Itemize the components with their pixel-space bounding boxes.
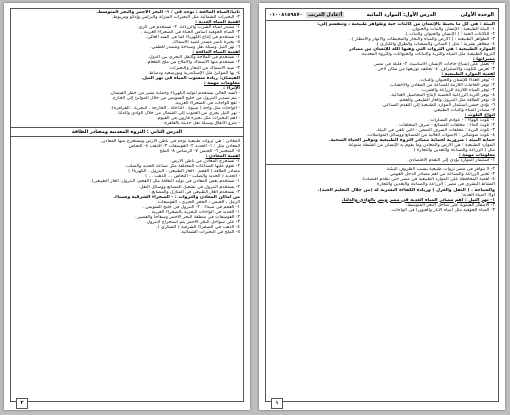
text-line: ١- البيئة الطبيعية : الإنسان والنبات والحيوان. — [410, 27, 495, 33]
page-header — [266, 10, 498, 21]
text-line: ٢- لا يتوافر فى مصر ثروات طبيعية بسبب الظروف البيئية. — [385, 167, 495, 173]
subheading: مميزاتها : — [472, 57, 495, 63]
text-line: المعادن : هي ثروات طبيعية توجد فى باطن الأرض وتستخرج منها المعادن. — [100, 139, 240, 145]
page-number: ٢ — [16, 398, 28, 409]
text-line: ٣- المياه الجوفية أساس الحياة فى الصحراء الغربية . — [141, 30, 240, 36]
text-line: ١- تستخدم فى الملاحة والنقل البحري بين الدول. — [147, 55, 240, 61]
text-line: ثانياً:المياه المالحة : توجد فى / ١- البحر الأحمر والبحر المتوسط. — [96, 10, 240, 15]
subheading: أهمية المياه العذبة : — [195, 20, 240, 26]
text-line: ١- الحديد فى الواحات البحرية بالصحراء الغربية . — [148, 209, 240, 215]
page-number: ١ — [271, 398, 283, 409]
text-line: ١- مصدر لمياه الشرب والزراعة. ٢- تستخدم فى الرى. — [137, 25, 240, 31]
text-line: ٣- يستخدم الغاز الطبيعى فى المنازل والمصانع. — [150, 189, 240, 195]
text-line: ٤- مظاهر بشرية : مثل [ المباني والمنشآت والطرق والكباري ]. — [375, 42, 495, 48]
text-line: ٥- بحيرة ناصر مصدر لصيد الأسماك. — [171, 40, 240, 46]
definition-line: حماية البيئة : ضرورية لحماية مصادر الثروة الطبيعية وتوفير الحياة الصحية. — [329, 138, 495, 144]
section-water-importance — [11, 9, 243, 126]
text-line: ٤- توفر التربة الزراعية الخصبة لإنتاج المحاصيل الغذائية. — [389, 92, 495, 98]
subheading: أنواع التلوث : — [464, 112, 495, 118]
text-line: ٣- الظواهر الطبيعية : [ الأرض والمياه والبحار والمحيطات والأنهار والأمطار ]. — [350, 37, 495, 43]
text-line: ١- الفحم فى سيناء . ٢- البترول فى خليج السويس . — [142, 204, 240, 210]
text-line: ٣- صيد الأسماك من البحار والبحيرات. — [168, 65, 240, 71]
text-line: - أهم البحيرات مثل بحيرة قارون فى الفيوم. — [156, 115, 240, 121]
text-line: ٢- البحيرات الشمالية مثل البحيرات المنزلة والبرلس وإدكو ومريوط. — [111, 15, 240, 21]
text-line: ٣- المياه الجوفية مثل (مياه الآبار والعيون) فى الواحات. — [390, 207, 495, 213]
subheading: أهمية المياه المالحة : — [192, 50, 240, 56]
text-line: ٣- توفر المياه اللازمة للزراعة والشرب. — [420, 87, 495, 93]
unit-title: الوحدة الأولى — [460, 12, 494, 18]
section-fresh-water — [266, 166, 498, 212]
text-line: النشاط البشري فى مصر : الزراعة والصناعة والتعدين والتجارة — [376, 182, 495, 188]
text-line: ٤- أهمية المحافظة على الموارد الطبيعية في مصر حتى نتقدم اقتصادياً. — [361, 177, 495, 183]
phone-number: ٠١٠٠٨١٥٩٨٧٠ — [269, 12, 303, 18]
subheading: الإثراء : — [223, 85, 240, 91]
text-line: ١- تعمل على إشباع حاجات الإنسان الأساسية. ٢- قليلة فى مصر. — [373, 62, 495, 68]
text-line: ٦- يؤدى حسن استثمار الموارد الطبيعية إلى التقدم الصناعي. — [381, 102, 495, 108]
text-line: ١- تستخدم بعض المعادن فى توليد الطاقة مثل (الفحم، البترول، الغاز الطبيعى). — [90, 179, 240, 185]
document-page-1 — [259, 3, 505, 410]
subheading: أهمية الموارد الطبيعية : — [441, 72, 495, 78]
text-line: الرمل ، الجبس ، الحجر الجيري ، الفوسفات. — [156, 199, 240, 205]
definition-line: البيئة : هي كل ما يحيط بالإنسان من كائنات حية وظواهر طبيعية ، وتنقسم إلى: — [317, 22, 495, 27]
definition-line: الفيضان: زيادة منسوب المياه فى نهر النيل. — [141, 75, 240, 81]
text-line: ٢- الأمطار الشتوية على ساحل البحر المتوسط. — [406, 202, 495, 208]
section-divider — [10, 127, 244, 128]
text-line: ٤- بها الموانئ مثل الإسكندرية وبورسعيد ودمياط. — [147, 70, 240, 76]
text-line: ٣- تعرض للتلوث والاستنزاف. ٤- تختلف توزيعها من مكان لآخر. — [376, 67, 495, 73]
text-line: ١- استثمار الموارد يؤدي إلى التقدم الاقتصادي. — [407, 158, 495, 164]
text-line: ٢- تستخدم منها الأسماك والأملاح من ملح الطعام. — [146, 60, 240, 66]
text-line: ٢- الفوسفات فى منطقة البحر الأحمر وسفاجا والقصير . — [134, 214, 240, 220]
definition-line: الموارد الطبيعية : هي الثروات التي وهبها الله للإنسان من مصادر — [348, 47, 495, 53]
text-line: ٤- الذهب في الصحراء الشرقية ( السكرى ). — [156, 224, 240, 230]
text-line: ٤- تلوث ضوضائي : الأصوات العالية من المصانع ووسائل المواصلات. — [366, 133, 495, 139]
teacher-name: أ/عادل الغريب — [308, 12, 343, 18]
section-divider — [265, 164, 499, 165]
text-line: الموارد الطبيعية : هي الأرض والمعادن وما يقوم به الإنسان من أنشطة متنوعة — [348, 143, 495, 149]
text-line: - مترو الأنفاق وسيلة نقل حديثة بالقاهرة. — [162, 121, 240, 127]
text-line: ٢- تقوم عليها الصناعات المختلفة مثل صناعة الحديد والصلب. — [124, 164, 240, 170]
text-line: ٢- تلوث الماء : مخلفات المصانع - صرف المخلفات . — [396, 122, 495, 128]
text-line: ٦- نهر النيل وسيلة نقل وسياحة ومصدر للطمي. — [150, 45, 240, 51]
lesson-title: الدرس الثاني : الثروة المعدنية ومصادر الطاقة — [71, 129, 183, 136]
text-line: مثل ( الزراعة والصناعة والتعدين والتجارة ) — [413, 148, 495, 154]
section-minerals — [11, 138, 243, 235]
page-border — [10, 8, 244, 402]
text-line: ٢- الكائنات الحية : [ الإنسان والحيوان والنبات ]. — [404, 32, 495, 38]
subheading: معلومات مهمة : — [458, 153, 495, 159]
text-line: أولاً: المياه العذبة: — [461, 192, 495, 198]
section-environment — [266, 9, 498, 163]
text-line: ٥- توفر الطاقة مثل البترول والغاز الطبيعي والفحم. — [398, 97, 495, 103]
document-page-2 — [4, 3, 250, 410]
text-line: مصادر الطاقة [ الفحم . الغاز الطبيعى . البترول . الكهرباء ] — [128, 169, 240, 175]
text-line: ١- تستخرج المعادن من باطن الأرض. — [170, 159, 240, 165]
text-line: - نهر النيل يجري من الجنوب إلى الشمال من خلال الوادى والدلتا. — [116, 110, 240, 116]
text-line: - الحديد ( الحديد والصلب - النحاس ... الذهب ... ) — [145, 174, 240, 180]
lesson-title: الدرس الأول: الموارد المائية — [366, 12, 436, 18]
text-line: ٢- يستخدم البترول فى تشغيل المصانع ووسائل النقل. — [138, 184, 240, 190]
subheading: والسياحة . ( النقل والغزل ) وزيادة الكفاءة البشرية له (من خلال التعليم الجيد). — [317, 187, 495, 193]
page-border — [265, 8, 499, 402]
text-line: ٧- مصادر المياه والنبات الطبيعي. — [432, 107, 495, 113]
text-line: ١- توفر الغذاء للإنسان والحيوان والنبات. — [419, 77, 495, 83]
subheading: معلومات مهمة : — [203, 80, 240, 86]
text-line: الثروة الطبيعية مثل المياه والتربة والنباتات والحيوانات والثروة المعدنية. — [360, 52, 495, 58]
text-line: ١- تلوث الهواء : - عوادم السيارات . — [427, 117, 495, 123]
text-line: ٣- تلوث التربة : مخلفات الصرف الصحي - التي تلقي في البيئة. — [375, 127, 495, 133]
text-line: - تقع الواحات فى الصحراء الغربية. — [174, 100, 240, 106]
section-divider — [10, 136, 244, 137]
text-line: ٥- الملح في البحيرات الشمالية. — [180, 229, 240, 235]
text-line: - السد العالى يستخدم لتوليد الكهرباء وحماية مصر من خطر الفيضان. — [109, 90, 240, 96]
subheading: أهمية المعادن : — [205, 154, 240, 160]
text-line: ٥- المنجنيز ٦- الجبس ٧- الرصاص ٨- الملح — [159, 149, 240, 155]
subheading: ١- نهر النيل : أهم مصادر المياه العذبة في مصر ويمر بالوادي والدلتا. — [341, 197, 495, 203]
text-line: المعادن مثل : ١- الحديد ٢- الفوسفات ٣- الذهب ٤- النحاس — [128, 144, 240, 150]
text-line: ٢- توفر الخامات اللازمة للصناعة من المعادن والأخشاب. — [389, 82, 495, 88]
text-line: - الواحات مثل واحة ( سيوة . الداخلة . الخارجة . البحرية . الفرافرة). — [110, 105, 240, 111]
subheading: من أماكن المعادن والثروات : - الصحراء الشرقية وسيناء. — [113, 194, 240, 200]
text-line: ٤- تستخدم فى إنتاج الكهرباء كما فى السد العالى. — [145, 35, 240, 41]
text-line: ٣- على سواحل البحر الأحمر يتم استخراج البترول. — [145, 219, 240, 225]
text-line: - يتم تصدير البترول من خليج السويس من خلال الموانئ إلى الخارج. — [111, 95, 240, 101]
text-line: ٣- تعتبر الزراعة والصناعة من أهم مصادر الدخل القومي. — [388, 172, 495, 178]
